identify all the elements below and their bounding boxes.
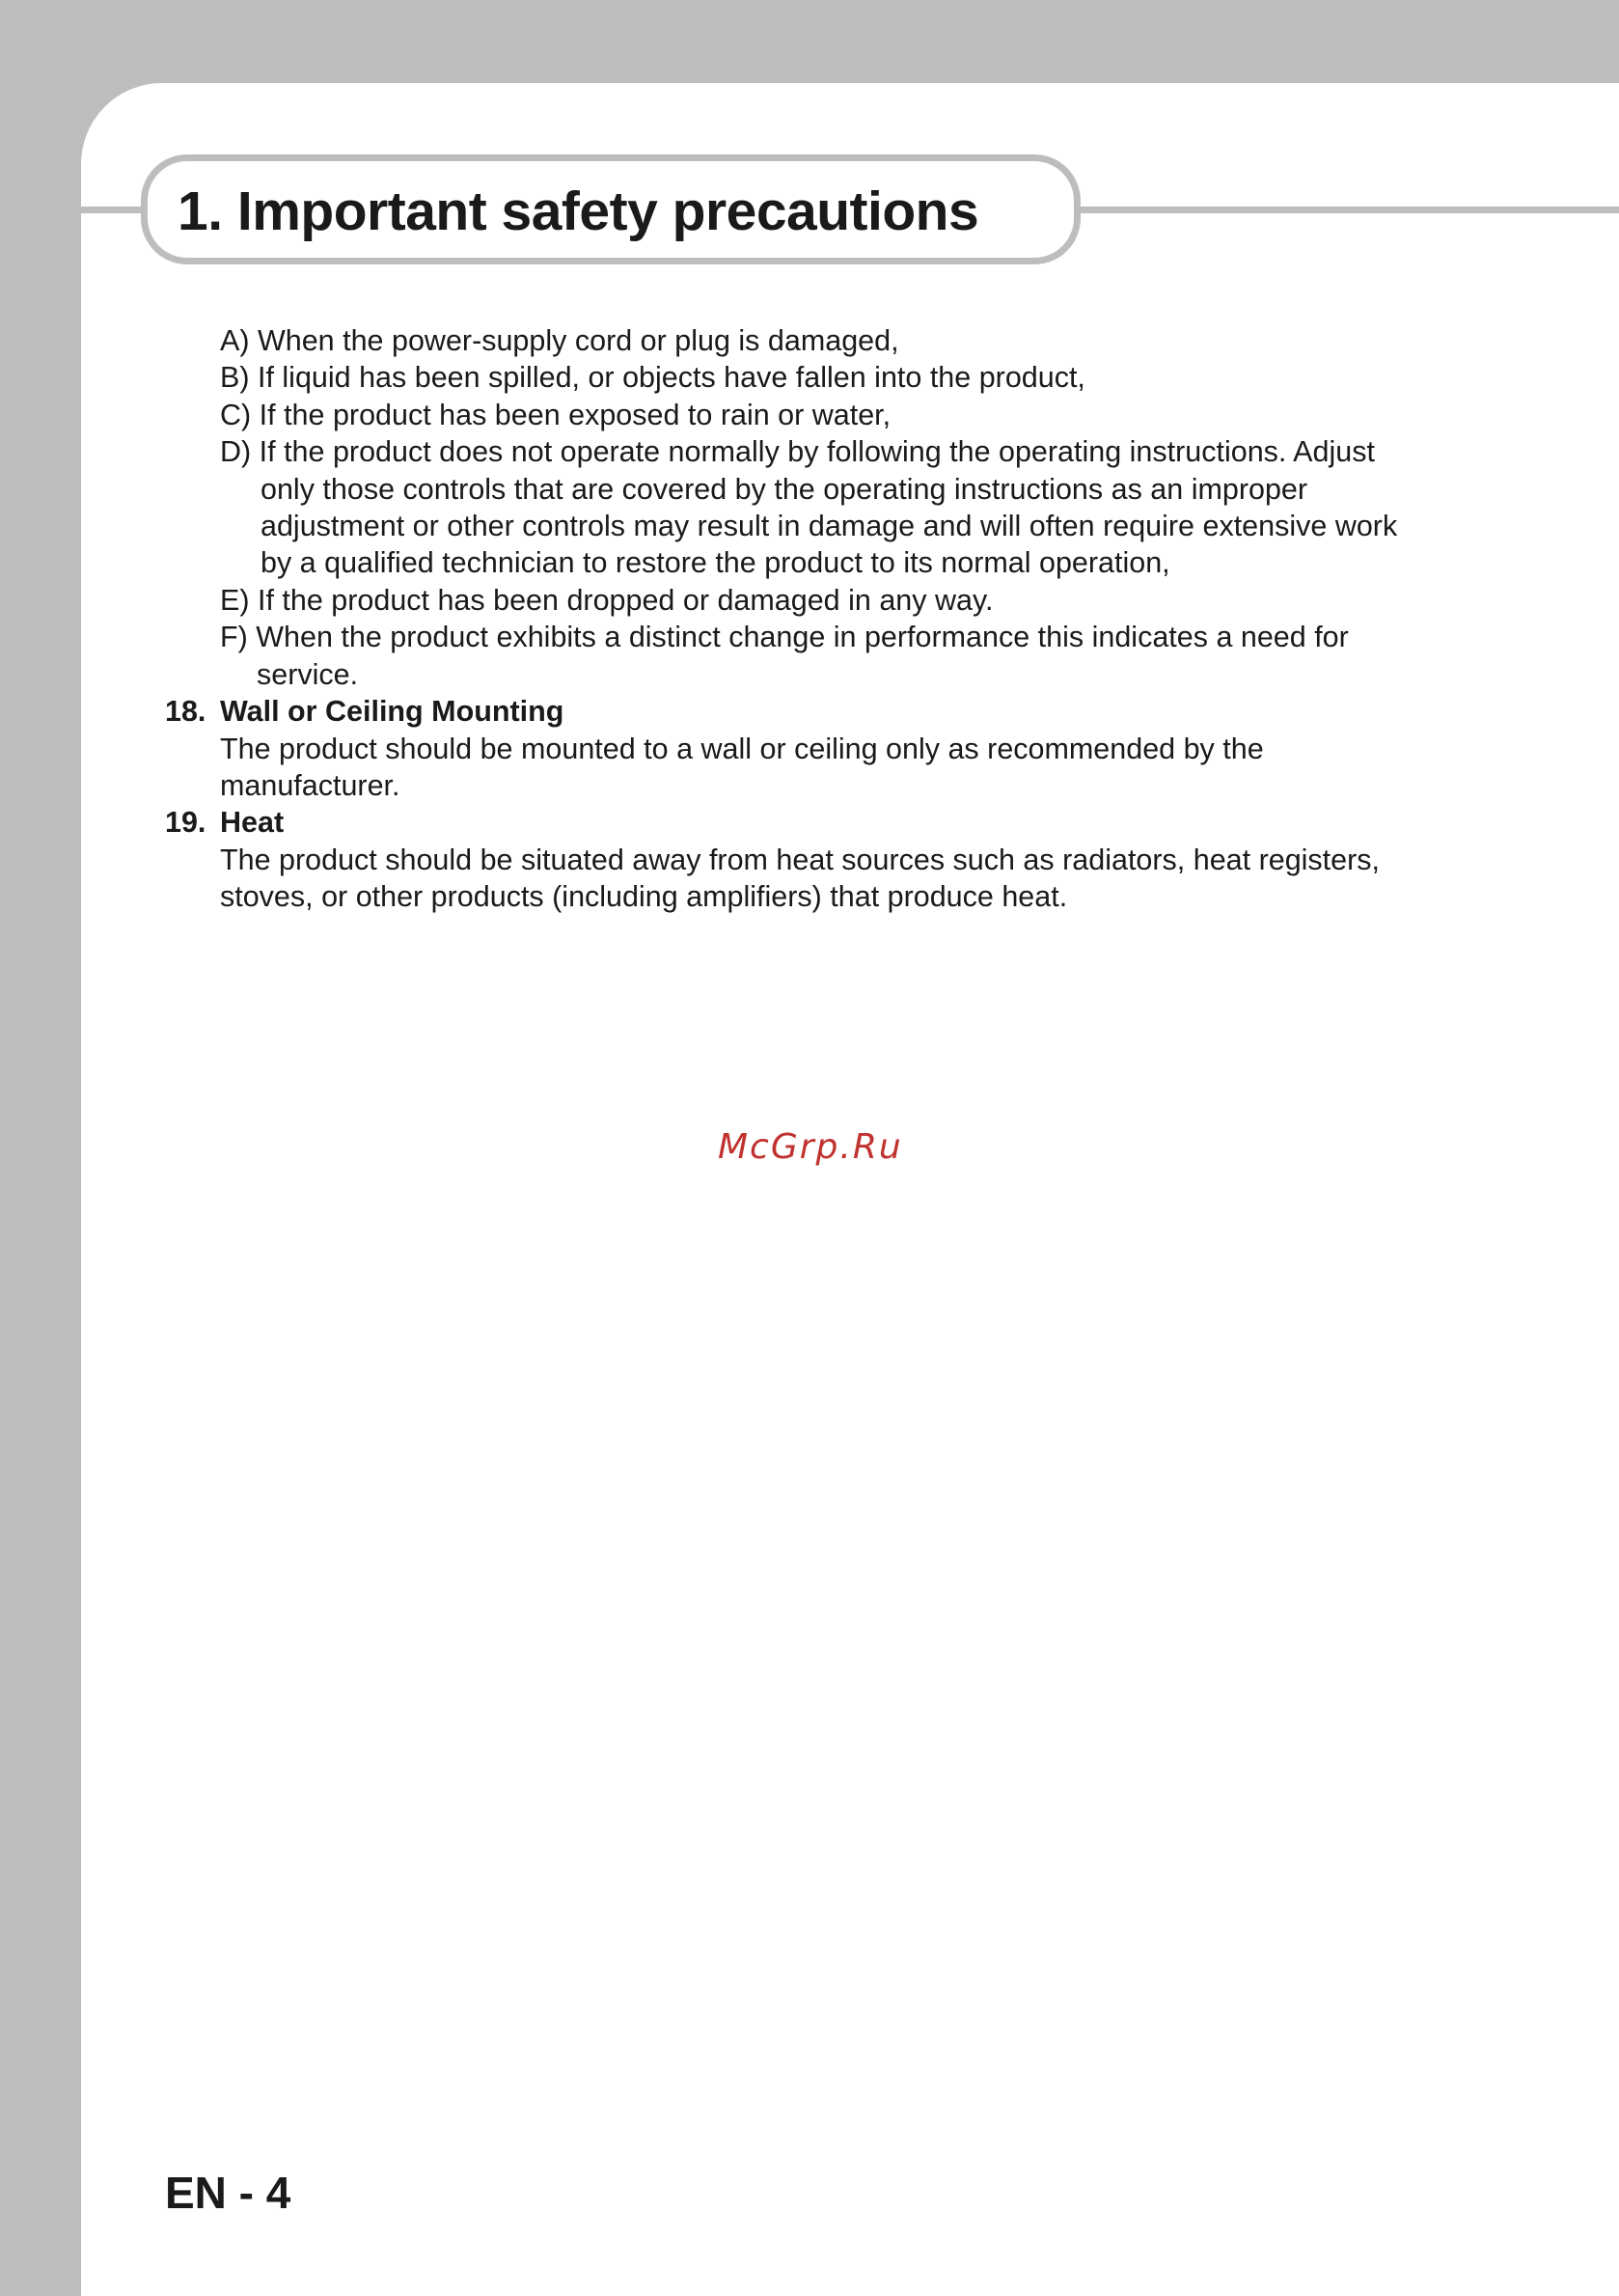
list-item-d-line-2: only those controls that are covered by the operating instructions as an improper	[261, 473, 1308, 506]
item-body-heat-line-1: The product should be situated away from heat sources such as radiators, heat registers,	[220, 844, 1380, 876]
list-item-f-line-2: service.	[257, 658, 359, 691]
list-item-b: B) If liquid has been spilled, or objects have fallen into the product,	[220, 361, 1085, 394]
watermark: McGrp.Ru	[718, 1127, 903, 1167]
section-title: 1. Important safety precautions	[178, 180, 979, 242]
list-item-e: E) If the product has been dropped or damaged in any way.	[220, 584, 994, 617]
item-heading-wall-mounting: Wall or Ceiling Mounting	[220, 695, 564, 728]
list-item-a: A) When the power-supply cord or plug is damaged,	[220, 324, 899, 357]
item-number-18: 18.	[165, 695, 206, 728]
header-rule-right	[1081, 207, 1619, 213]
item-heading-heat: Heat	[220, 806, 285, 839]
list-item-c: C) If the product has been exposed to rain or water,	[220, 399, 892, 431]
page-number: EN - 4	[165, 2168, 291, 2218]
item-number-19: 19.	[165, 806, 206, 839]
header-rule-left	[81, 207, 149, 213]
list-item-d-line-4: by a qualified technician to restore the product to its normal operation,	[261, 546, 1170, 579]
item-body-wall-mounting-line-1: The product should be mounted to a wall or ceiling only as recommended by the	[220, 733, 1264, 765]
list-item-f: F) When the product exhibits a distinct change in performance this indicates a need for	[220, 621, 1349, 653]
item-body-wall-mounting-line-2: manufacturer.	[220, 769, 400, 802]
list-item-d-line-3: adjustment or other controls may result in damage and will often require extensive work	[261, 510, 1398, 542]
item-body-heat-line-2: stoves, or other products (including amplifiers) that produce heat.	[220, 880, 1068, 913]
list-item-d: D) If the product does not operate normally by following the operating instructions. Adjust	[220, 435, 1375, 468]
